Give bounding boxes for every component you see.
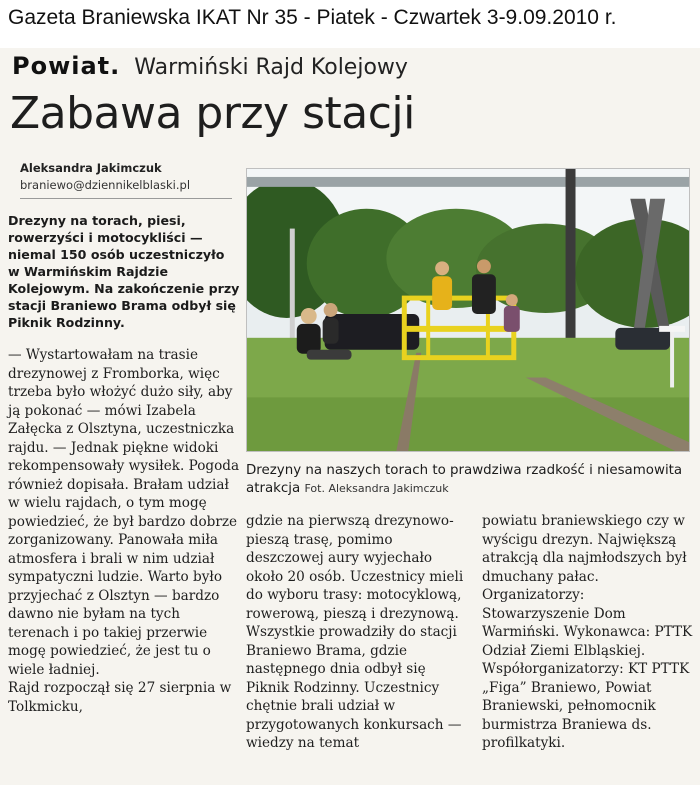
body-paragraph: powiatu braniewskiego czy w wyścigu drezyn. Największą atrakcją dla najmłodszych był dmuchany pałac. [482, 513, 687, 585]
kicker-subtitle: Warmiński Rajd Kolejowy [134, 55, 408, 80]
kicker-label: Powiat. [12, 52, 121, 80]
newspaper-header: Gazeta Braniewska IKAT Nr 35 - Piatek - Czwartek 3-9.09.2010 r. [8, 6, 617, 29]
body-paragraph: gdzie na pierwszą drezynowo-pieszą trasę, pomimo deszczowej aury wyjechało około 20 osób. Uczestnicy mieli do wyboru trasy: motocyklową, rowerową, pieszą i drezynową. Wszystkie prowadziły do stacji Braniewo Brama, gdzie następnego dnia odbył się Piknik Rodzinny. Uczestnicy chętnie brali udział w przygotowanych konkursach — wiedzy na temat [246, 513, 464, 751]
photo-credit: Fot. Aleksandra Jakimczuk [304, 482, 449, 495]
body-column-1 [8, 346, 240, 716]
article-headline: Zabawa przy stacji [10, 88, 415, 139]
body-column-2 [246, 512, 472, 753]
article-lead: Drezyny na torach, piesi, rowerzyści i motocykliści — niemal 150 osób uczestniczyło w Warmińskim Rajdzie Kolejowym. Na zakończenie przy stacji Braniewo Brama odbył się Piknik Rodzinny. [8, 213, 240, 330]
body-column-3 [482, 512, 694, 753]
byline-divider [20, 198, 232, 199]
author-name: Aleksandra Jakimczuk [20, 161, 162, 175]
article-photo [246, 168, 690, 452]
author-email: braniewo@dziennikelblaski.pl [20, 178, 191, 192]
rail-trolley-photo [247, 169, 689, 451]
kicker [12, 52, 408, 88]
body-paragraph: Organizatorzy: Stowarzyszenie Dom Warmiński. Wykonawca: PTTK Odział Ziemi Elbląskiej. Współorganizatorzy: KT PTTK „Figa” Braniewo, Powiat Braniewski, pełnomocnik burmistrza Braniewa ds. profilkatyki. [482, 587, 693, 751]
body-paragraph: — Wystartowałam na trasie drezynowej z Fromborka, więc trzeba było włożyć dużo siły, aby ją pokonać — mówi Izabela Załęcka z Olsztyna, uczestniczka rajdu. — Jednak piękne widoki rekompensowały wysiłek. Pogoda również dopisała. Brałam udział w wielu rajdach, o tym mogę powiedzieć, że był bardzo dobrze zorganizowany. Panowała miła atmosfera i brali w nim udział sympatyczni ludzie. Warto było przyjechać z Olsztyn — bardzo dawno nie byłam na tych terenach i po takiej przerwie mogę powiedzieć, że jest tu o wiele ładniej. [8, 347, 240, 678]
photo-caption [246, 462, 694, 498]
body-paragraph: Rajd rozpoczął się 27 sierpnia w Tolkmicku, [8, 680, 232, 715]
caption-text: Drezyny na naszych torach to prawdziwa rzadkość i niesamowita atrakcja [246, 463, 683, 496]
